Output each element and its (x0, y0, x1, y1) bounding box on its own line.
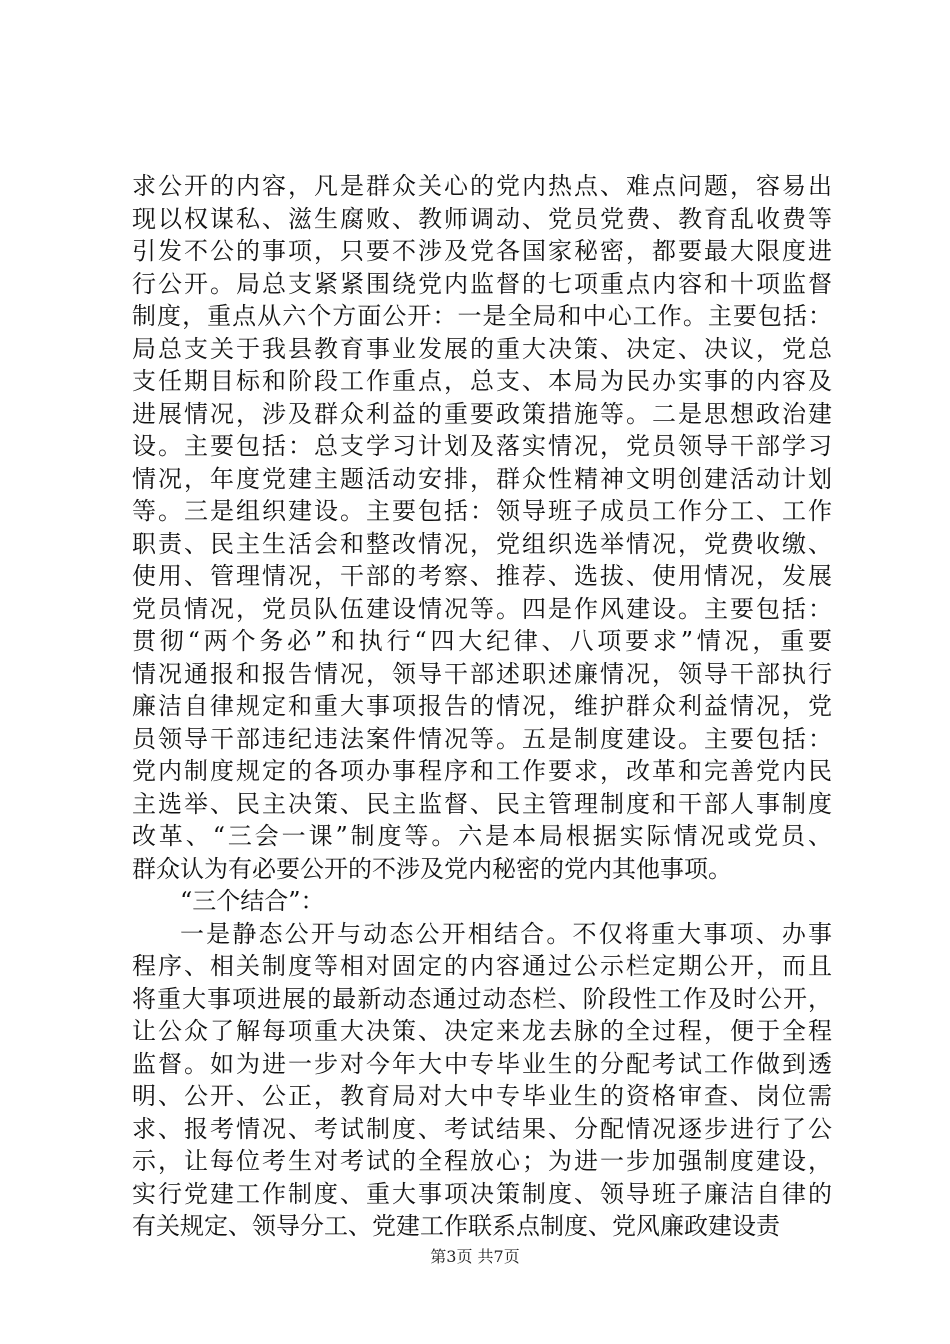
text-line: 现以权谋私、滋生腐败、教师调动、党员党费、教育乱收费等 (132, 204, 832, 233)
text-line: 求公开的内容，凡是群众关心的党内热点、难点问题，容易出 (132, 172, 832, 200)
text-line: 廉洁自律规定和重大事项报告的情况，维护群众利益情况，党 (132, 692, 832, 720)
text-line: 局总支关于我县教育事业发展的重大决策、决定、决议，党总 (132, 334, 832, 363)
text-line: 实行党建工作制度、重大事项决策制度、领导班子廉洁自律的 (132, 1179, 832, 1208)
text-line: “三个结合”： (180, 887, 325, 915)
paragraph (132, 170, 832, 885)
text-line: 党员情况，党员队伍建设情况等。四是作风建设。主要包括： (132, 594, 832, 623)
text-line: 支任期目标和阶段工作重点，总支、本局为民办实事的内容及 (132, 367, 832, 395)
text-line: 等。三是组织建设。主要包括：领导班子成员工作分工、工作 (132, 497, 832, 525)
text-line: 改革、“三会一课”制度等。六是本局根据实际情况或党员、 (132, 822, 832, 850)
text-line: 行公开。局总支紧紧围绕党内监督的七项重点内容和十项监督 (132, 269, 832, 298)
paragraph (132, 918, 832, 1243)
text-line: 使用、管理情况，干部的考察、推荐、选拔、使用情况，发展 (132, 562, 832, 590)
text-line: 群众认为有必要公开的不涉及党内秘密的党内其他事项。 (132, 854, 732, 883)
text-line: 党内制度规定的各项办事程序和工作要求，改革和完善党内民 (132, 757, 832, 785)
page-footer: 第3页 共7页 (430, 1247, 520, 1266)
text-line: 有关规定、领导分工、党建工作联系点制度、党风廉政建设责 (132, 1212, 780, 1240)
text-line: 进展情况，涉及群众利益的重要政策措施等。二是思想政治建 (132, 399, 832, 428)
text-line: 示，让每位考生对考试的全程放心；为进一步加强制度建设， (132, 1147, 832, 1175)
text-line: 设。主要包括：总支学习计划及落实情况，党员领导干部学习 (132, 432, 832, 460)
text-line: 明、公开、公正，教育局对大中专毕业生的资格审查、岗位需 (132, 1082, 832, 1110)
paragraph (132, 885, 832, 918)
text-line: 员领导干部违纪违法案件情况等。五是制度建设。主要包括： (132, 724, 832, 753)
document-body (132, 170, 832, 1243)
text-line: 情况通报和报告情况，领导干部述职述廉情况，领导干部执行 (132, 659, 832, 688)
text-line: 情况，年度党建主题活动安排，群众性精神文明创建活动计划 (132, 464, 832, 493)
text-line: 主选举、民主决策、民主监督、民主管理制度和干部人事制度 (132, 789, 832, 818)
text-line: 监督。如为进一步对今年大中专毕业生的分配考试工作做到透 (132, 1049, 832, 1078)
text-line: 制度，重点从六个方面公开：一是全局和中心工作。主要包括： (132, 302, 832, 330)
text-line: 程序、相关制度等相对固定的内容通过公示栏定期公开，而且 (132, 952, 832, 980)
text-line: 贯彻“两个务必”和执行“四大纪律、八项要求”情况，重要 (132, 627, 832, 655)
text-line: 一是静态公开与动态公开相结合。不仅将重大事项、办事 (180, 919, 832, 948)
text-line: 让公众了解每项重大决策、决定来龙去脉的全过程，便于全程 (132, 1017, 832, 1045)
text-line: 求、报考情况、考试制度、考试结果、分配情况逐步进行了公 (132, 1114, 832, 1143)
text-line: 职责、民主生活会和整改情况，党组织选举情况，党费收缴、 (132, 529, 832, 558)
text-line: 将重大事项进展的最新动态通过动态栏、阶段性工作及时公开， (132, 984, 832, 1013)
text-line: 引发不公的事项，只要不涉及党各国家秘密，都要最大限度进 (132, 237, 832, 265)
